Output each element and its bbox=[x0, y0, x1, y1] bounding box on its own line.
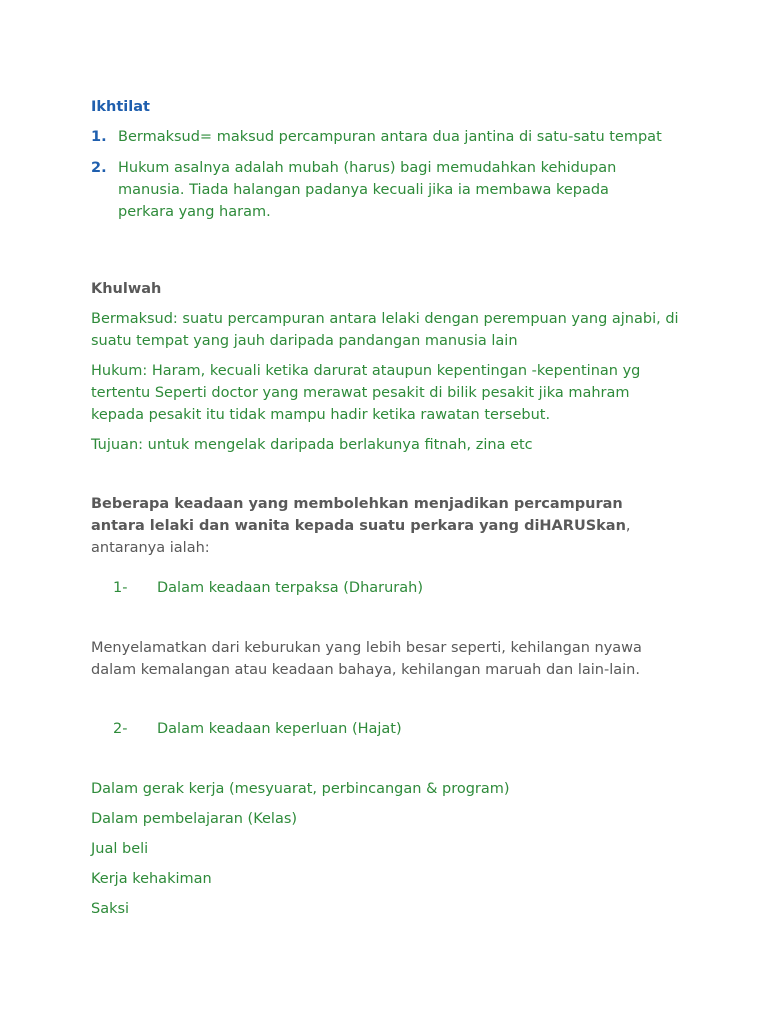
ikhtilat-item-2 bbox=[91, 157, 691, 223]
keadaan-item-1 bbox=[113, 577, 673, 599]
item-text: Hukum asalnya adalah mubah (harus) bagi memudahkan kehidupan manusia. Tiada halangan padanya kecuali jika ia membawa kepada perkara yang haram. bbox=[118, 160, 617, 220]
hajat-list-item: Kerja kehakiman bbox=[91, 871, 212, 887]
item-number: 1- bbox=[113, 580, 128, 596]
khulwah-hukum: Hukum: Haram, kecuali ketika darurat ataupun kepentingan -kepentinan yg tertentu Seperti doctor yang merawat pesakit di bilik pesakit jika mahram kepada pesakit itu tidak mampu hadir ketika rawatan tersebut. bbox=[91, 363, 641, 423]
item-number: 2- bbox=[113, 721, 128, 737]
khulwah-tujuan: Tujuan: untuk mengelak daripada berlakunya fitnah, zina etc bbox=[91, 437, 533, 453]
item-text: Bermaksud= maksud percampuran antara dua jantina di satu-satu tempat bbox=[118, 129, 662, 145]
hajat-list-item: Jual beli bbox=[91, 841, 149, 857]
keadaan-intro-rest: , antaranya ialah: bbox=[91, 518, 631, 556]
heading-ikhtilat: Ikhtilat bbox=[91, 99, 150, 115]
keadaan-item-1-desc: Menyelamatkan dari keburukan yang lebih besar seperti, kehilangan nyawa dalam kemalangan atau keadaan bahaya, kehilangan maruah dan lain-lain. bbox=[91, 640, 642, 678]
heading-khulwah: Khulwah bbox=[91, 281, 162, 297]
item-number: 2. bbox=[91, 160, 107, 176]
item-label: Dalam keadaan keperluan (Hajat) bbox=[157, 721, 402, 737]
item-number: 1. bbox=[91, 129, 107, 145]
keadaan-intro-bold: Beberapa keadaan yang membolehkan menjadikan percampuran antara lelaki dan wanita kepada suatu perkara yang diHARUSkan bbox=[91, 496, 626, 534]
khulwah-maksud: Bermaksud: suatu percampuran antara lelaki dengan perempuan yang ajnabi, di suatu tempat yang jauh daripada pandangan manusia lain bbox=[91, 311, 679, 349]
hajat-list-item: Saksi bbox=[91, 901, 130, 917]
keadaan-intro bbox=[91, 493, 671, 559]
hajat-list-item: Dalam gerak kerja (mesyuarat, perbincangan & program) bbox=[91, 781, 510, 797]
item-label: Dalam keadaan terpaksa (Dharurah) bbox=[157, 580, 424, 596]
ikhtilat-item-1 bbox=[91, 126, 691, 148]
hajat-list-item: Dalam pembelajaran (Kelas) bbox=[91, 811, 298, 827]
keadaan-item-2 bbox=[113, 718, 673, 740]
